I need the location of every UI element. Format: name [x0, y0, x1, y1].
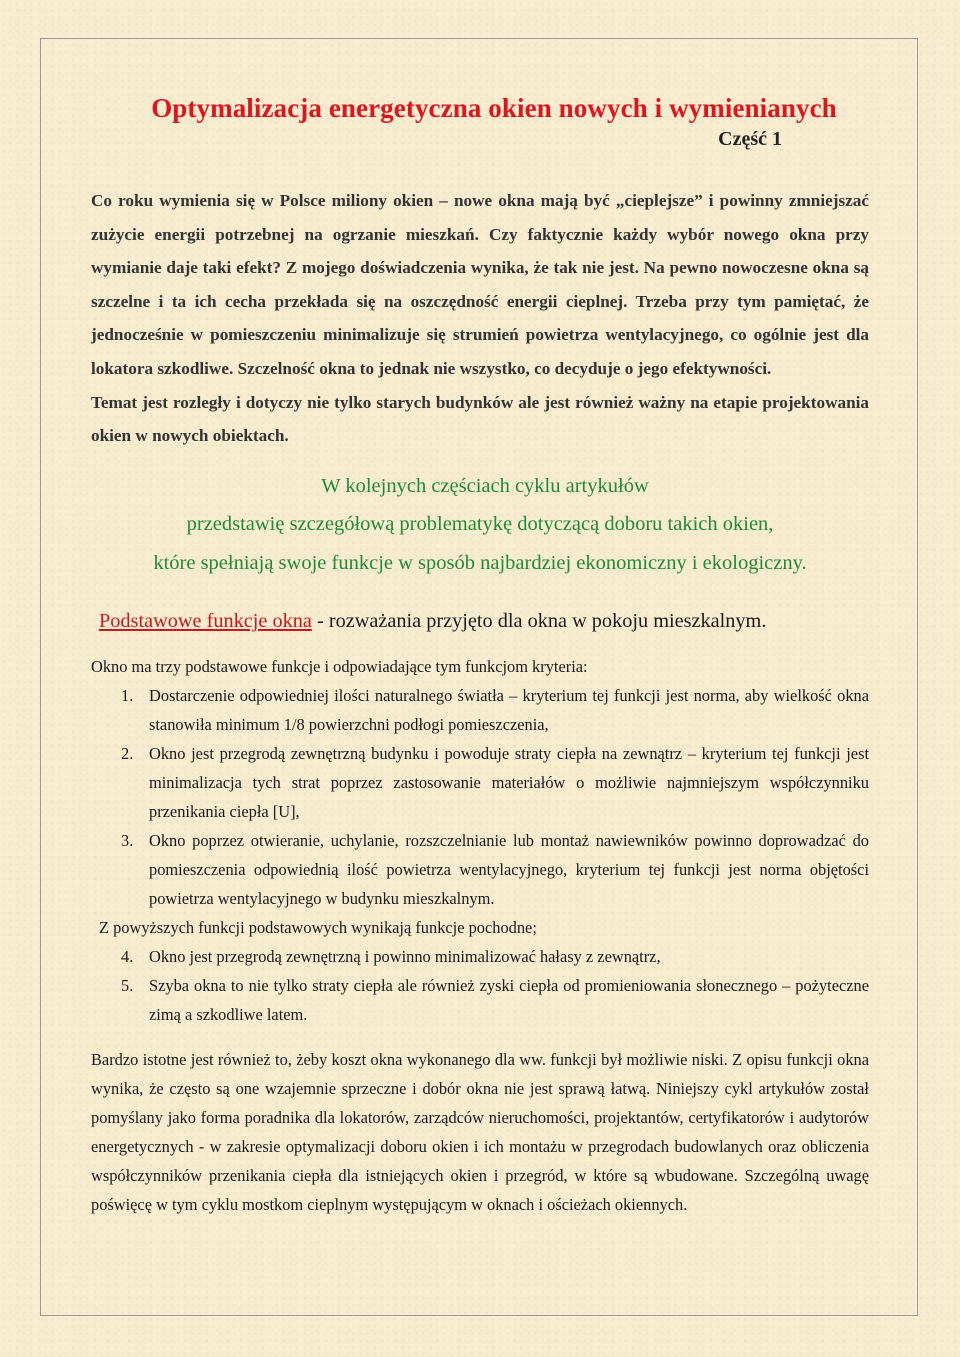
item-text: Okno jest przegrodą zewnętrzną i powinno minimalizować hałasy z zewnątrz,	[149, 947, 661, 967]
derived-functions-list	[91, 942, 869, 1029]
item-number: 3.	[121, 831, 134, 851]
item-text: Okno poprzez otwieranie, uchylanie, rozszczelnianie lub montaż nawiewników powinno doprowadzać do pomieszczenia odpowiednią ilość powietrza wentylacyjnego, kryterium tej funkcji jest norma objętości powietrza wentylacyjnego w budynku mieszkalnym.	[149, 831, 869, 909]
list-item	[91, 971, 869, 1029]
intro-paragraph: Co roku wymienia się w Polsce miliony okien – nowe okna mają być „cieplejsze” i powinny zmniejszać zużycie energii potrzebnej na ogrzanie mieszkań. Czy faktycznie każdy wybór nowego okna przy wymianie daje taki efekt? Z mojego doświadczenia wynika, że tak nie jest. Na pewno nowoczesne okna są szczelne i ta ich cecha przekłada się na oszczędność energii cieplnej. Trzeba przy tym pamiętać, że jednocześnie w pomieszczeniu minimalizuje się strumień powietrza wentylacyjnego, co ogólnie jest dla lokatora szkodliwe. Szczelność okna to jednak nie wszystko, co decyduje o jego efektywności.	[91, 191, 869, 378]
item-text: Szyba okna to nie tylko straty ciepła ale również zyski ciepła od promieniowania słonecznego – pożyteczne zimą a szkodliwe latem.	[149, 976, 869, 1025]
announcement-line: przedstawię szczegółową problematykę dotyczącą doboru takich okien,	[186, 513, 774, 536]
section-heading	[99, 606, 869, 636]
list-item	[91, 942, 869, 971]
intro-section	[91, 184, 869, 453]
series-announcement	[91, 467, 869, 583]
item-number: 2.	[121, 744, 134, 764]
item-number: 5.	[121, 976, 134, 996]
page-subtitle: Część 1	[718, 128, 782, 150]
list-item	[91, 826, 869, 913]
intro-paragraph: Temat jest rozległy i dotyczy nie tylko starych budynków ale jest również ważny na etapie projektowania okien w nowych obiektach.	[91, 392, 869, 446]
list-item	[91, 681, 869, 739]
closing-paragraph: Bardzo istotne jest również to, żeby koszt okna wykonanego dla ww. funkcji był możliwie niski. Z opisu funkcji okna wynika, że często są one wzajemnie sprzeczne i dobór okna nie jest sprawą łatwą. Niniejszy cykl artykułów został pomyślany jako forma poradnika dla lokatorów, zarządców nieruchomości, projektantów, certyfikatorów i audytorów energetycznych - w zakresie optymalizacji doboru okien i ich montażu w przegrodach budowlanych oraz obliczenia współczynników przenikania ciepła dla istniejących okien i przegród, w które są wbudowane. Szczególną uwagę poświęcę w tym cyklu mostkom cieplnym występującym w oknach i ościeżach okiennych.	[91, 1050, 869, 1215]
derived-functions-intro: Z powyższych funkcji podstawowych wynikają funkcje pochodne;	[99, 918, 537, 938]
section-dash: -	[311, 610, 329, 633]
item-text: Dostarczenie odpowiedniej ilości naturalnego światła – kryterium tej funkcji jest norma, aby wielkość okna stanowiła minimum 1/8 powierzchni podłogi pomieszczenia,	[149, 686, 869, 735]
section-note: rozważania przyjęto dla okna w pokoju mieszkalnym.	[328, 610, 767, 633]
item-number: 4.	[121, 947, 134, 967]
section-title: Podstawowe funkcje okna	[99, 610, 312, 633]
item-text: Okno jest przegrodą zewnętrzną budynku i powoduje straty ciepła na zewnątrz – kryterium tej funkcji jest minimalizacja tych strat poprzez zastosowanie materiałów o możliwie najmniejszym współczynniku przenikania ciepła [U],	[149, 744, 869, 822]
page-title: Optymalizacja energetyczna okien nowych i wymienianych	[151, 93, 837, 123]
item-number: 1.	[121, 686, 134, 706]
list-item	[91, 739, 869, 826]
functions-lead: Okno ma trzy podstawowe funkcje i odpowiadające tym funkcjom kryteria:	[91, 657, 588, 677]
announcement-line: W kolejnych częściach cyklu artykułów	[321, 474, 649, 497]
article	[91, 88, 869, 1219]
announcement-line: które spełniają swoje funkcje w sposób najbardziej ekonomiczny i ekologiczny.	[153, 551, 807, 574]
basic-functions-list	[91, 681, 869, 913]
